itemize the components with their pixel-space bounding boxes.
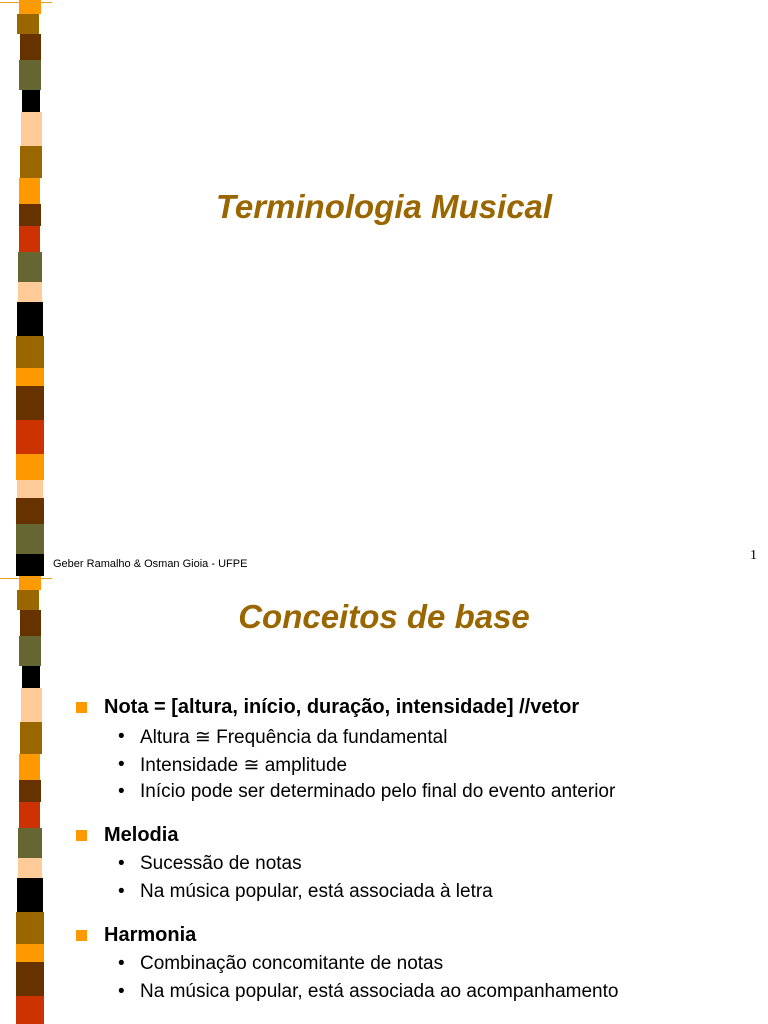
strip-block [20,34,41,60]
strip-block [18,252,42,282]
strip-block [21,112,42,146]
orange-square-icon [76,930,87,941]
strip-block [17,878,43,912]
page-number: 1 [750,548,757,563]
slide-2 [0,576,768,1024]
decorative-strip [0,576,60,1024]
strip-block [16,524,44,554]
sub-bullet-text: Na música popular, está associada ao acompanhamento [140,981,619,1002]
strip-block [16,944,44,962]
strip-block [19,60,41,90]
strip-block [16,368,44,386]
strip-block [18,828,42,858]
strip-block [18,858,42,878]
strip-block [19,754,40,780]
sub-bullet-text: Combinação concomitante de notas [140,953,444,974]
strip-block [20,146,42,178]
strip-block [16,498,44,524]
strip-block [21,688,42,722]
strip-block [16,962,44,996]
strip-block [16,420,44,454]
strip-block [17,302,43,336]
sub-bullet-icon: • [118,754,125,775]
strip-block [17,480,43,498]
strip-block [19,802,40,828]
slide-footer: Geber Ramalho & Osman Gioia - UFPE [53,558,248,570]
strip-block [22,90,40,112]
strip-block [16,996,44,1024]
strip-block [16,554,44,576]
strip-block [17,14,39,34]
strip-block [16,454,44,480]
bullet-text: Nota = [altura, início, duração, intensidade] //vetor [104,696,580,718]
sub-bullet-text: Altura ≅ Frequência da fundamental [140,727,448,748]
orange-square-icon [76,830,87,841]
sub-bullet-text: Na música popular, está associada à letra [140,881,493,902]
sub-bullet-icon: • [118,781,125,802]
strip-block [19,226,40,252]
sub-bullet-text: Intensidade ≅ amplitude [140,755,348,776]
sub-bullet-icon: • [118,981,125,1002]
strip-block [16,386,44,420]
sub-bullet-icon: • [118,953,125,974]
decorative-strip [0,0,60,576]
strip-block [20,722,42,754]
strip-block [18,282,42,302]
sub-bullet-text: Início pode ser determinado pelo final do evento anterior [140,781,616,802]
sub-bullet-text: Sucessão de notas [140,853,302,874]
strip-block [19,780,41,802]
strip-block [19,636,41,666]
sub-bullet-icon: • [118,726,125,747]
slide-title: Terminologia Musical [215,188,553,225]
orange-square-icon [76,702,87,713]
sub-bullet-icon: • [118,881,125,902]
strip-block [22,666,40,688]
bullet-text: Harmonia [104,924,197,946]
strip-top-line [0,578,52,579]
strip-block [16,912,44,944]
bullet-text: Melodia [104,824,179,846]
slide-title: Conceitos de base [238,598,530,635]
strip-block [16,336,44,368]
strip-top-line [0,2,52,3]
sub-bullet-icon: • [118,853,125,874]
